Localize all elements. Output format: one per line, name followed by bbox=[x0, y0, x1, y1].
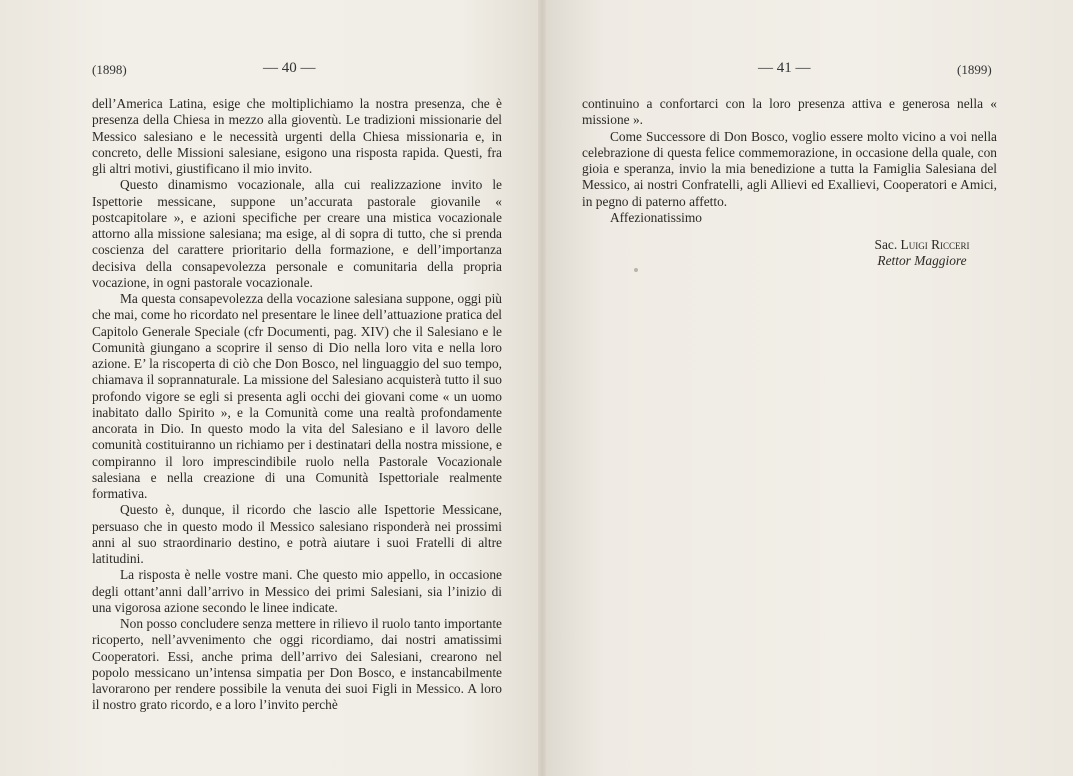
paragraph: Ma questa consapevolezza della vocazione salesiana suppone, oggi più che mai, come ho ricordato nel presentare le linee dell’attuazione pratica del Capitolo Generale Speciale (cfr Documenti, pag. XIV) che il Salesiano e le Comunità giungano a scoprire il senso di Dio nella loro vita e nella loro azione. E’ la riscoperta di ciò che Don Bosco, nel linguaggio del suo tempo, chiamava il soprannaturale. La missione del Salesiano acquisterà tutto il suo profondo vigore se egli si presenta agli occhi dei giovani come « un uomo inabitato dallo Spirito », e la Comunità come una realtà profondamente ancorata in Dio. In questo modo la vita del Salesiano e il lavoro delle comunità costituiranno un richiamo per i destinatari della nostra missione, e compiranno il loro imprescindibile ruolo nella Pastorale Vocazionale salesiana e nella creazione di una Comunità Ispettoriale realmente formativa. bbox=[92, 291, 502, 501]
left-page-year: (1898) bbox=[92, 62, 127, 77]
paragraph: Non posso concludere senza mettere in rilievo il ruolo tanto importante ricoperto, nell’avvenimento che oggi ricordiamo, dai nostri amatissimi Cooperatori. Essi, anche prima dell’arrivo dei Salesiani, crearono nel popolo messicano un’intensa simpatia per Don Bosco, e instancabilmente lavorarono per rendere possibile la venuta dei suoi Figli in Messico. A loro il nostro grato ricordo, e a loro l’invito perchè bbox=[92, 616, 502, 713]
right-page-body bbox=[582, 96, 997, 226]
signature-prefix: Sac. bbox=[874, 237, 898, 252]
book-gutter bbox=[538, 0, 546, 776]
right-page-year: (1899) bbox=[957, 62, 992, 77]
signature-name-line bbox=[822, 237, 1022, 253]
signature-name: Luigi Ricceri bbox=[900, 237, 970, 252]
closing-salutation: Affezionatissimo bbox=[610, 209, 702, 225]
paragraph: Come Successore di Don Bosco, voglio essere molto vicino a voi nella celebrazione di questa felice commemorazione, in occasione della quale, con gioia e speranza, invio la mia benedizione a tutta la Famiglia Salesiana del Messico, ai nostri Confratelli, agli Allievi ed Exallievi, Cooperatori e Amici, in pegno di paterno affetto. bbox=[582, 128, 997, 209]
paragraph: Questo dinamismo vocazionale, alla cui realizzazione invito le Ispettorie messicane, suppone un’accurata pastorale giovanile « postcapitolare », e azioni specifiche per creare una mistica vocazionale attorno alla missione salesiana; ma esige, al di sopra di tutto, che si prenda coscienza del carattere prioritario della formazione, e dell’importanza decisiva della consapevolezza personale e comunitaria della propria vocazione, in ogni pastorale vocazionale. bbox=[92, 177, 502, 290]
paper-speck bbox=[634, 268, 638, 272]
right-page-number: — 41 — bbox=[758, 60, 811, 76]
paragraph: dell’America Latina, esige che moltiplichiamo la nostra presenza, che è presenza della Chiesa in mezzo alla gioventù. Le tradizioni missionarie del Messico salesiano e le necessità urgenti della Chiesa missionaria e, in concreto, delle Missioni salesiane, esigono una risposta rapida. Questi, fra gli altri motivi, giustificano il mio invito. bbox=[92, 96, 502, 176]
signature-block bbox=[822, 237, 1022, 270]
paragraph: Questo è, dunque, il ricordo che lascio alle Ispettorie Messicane, persuaso che in questo modo il Messico salesiano risponderà nei prossimi anni al suo straordinario destino, e potrà aiutare i suoi Fratelli di altre latitudini. bbox=[92, 502, 502, 566]
signature-role: Rettor Maggiore bbox=[877, 253, 967, 269]
paragraph: La risposta è nelle vostre mani. Che questo mio appello, in occasione degli ottant’anni dall’arrivo in Messico dei primi Salesiani, sia l’inizio di una vigorosa azione secondo le linee indicate. bbox=[92, 567, 502, 615]
left-page-number: — 40 — bbox=[263, 60, 316, 76]
paragraph: continuino a confortarci con la loro presenza attiva e generosa nella « missione ». bbox=[582, 96, 997, 128]
left-page-body bbox=[92, 96, 502, 714]
right-page bbox=[542, 0, 1073, 776]
